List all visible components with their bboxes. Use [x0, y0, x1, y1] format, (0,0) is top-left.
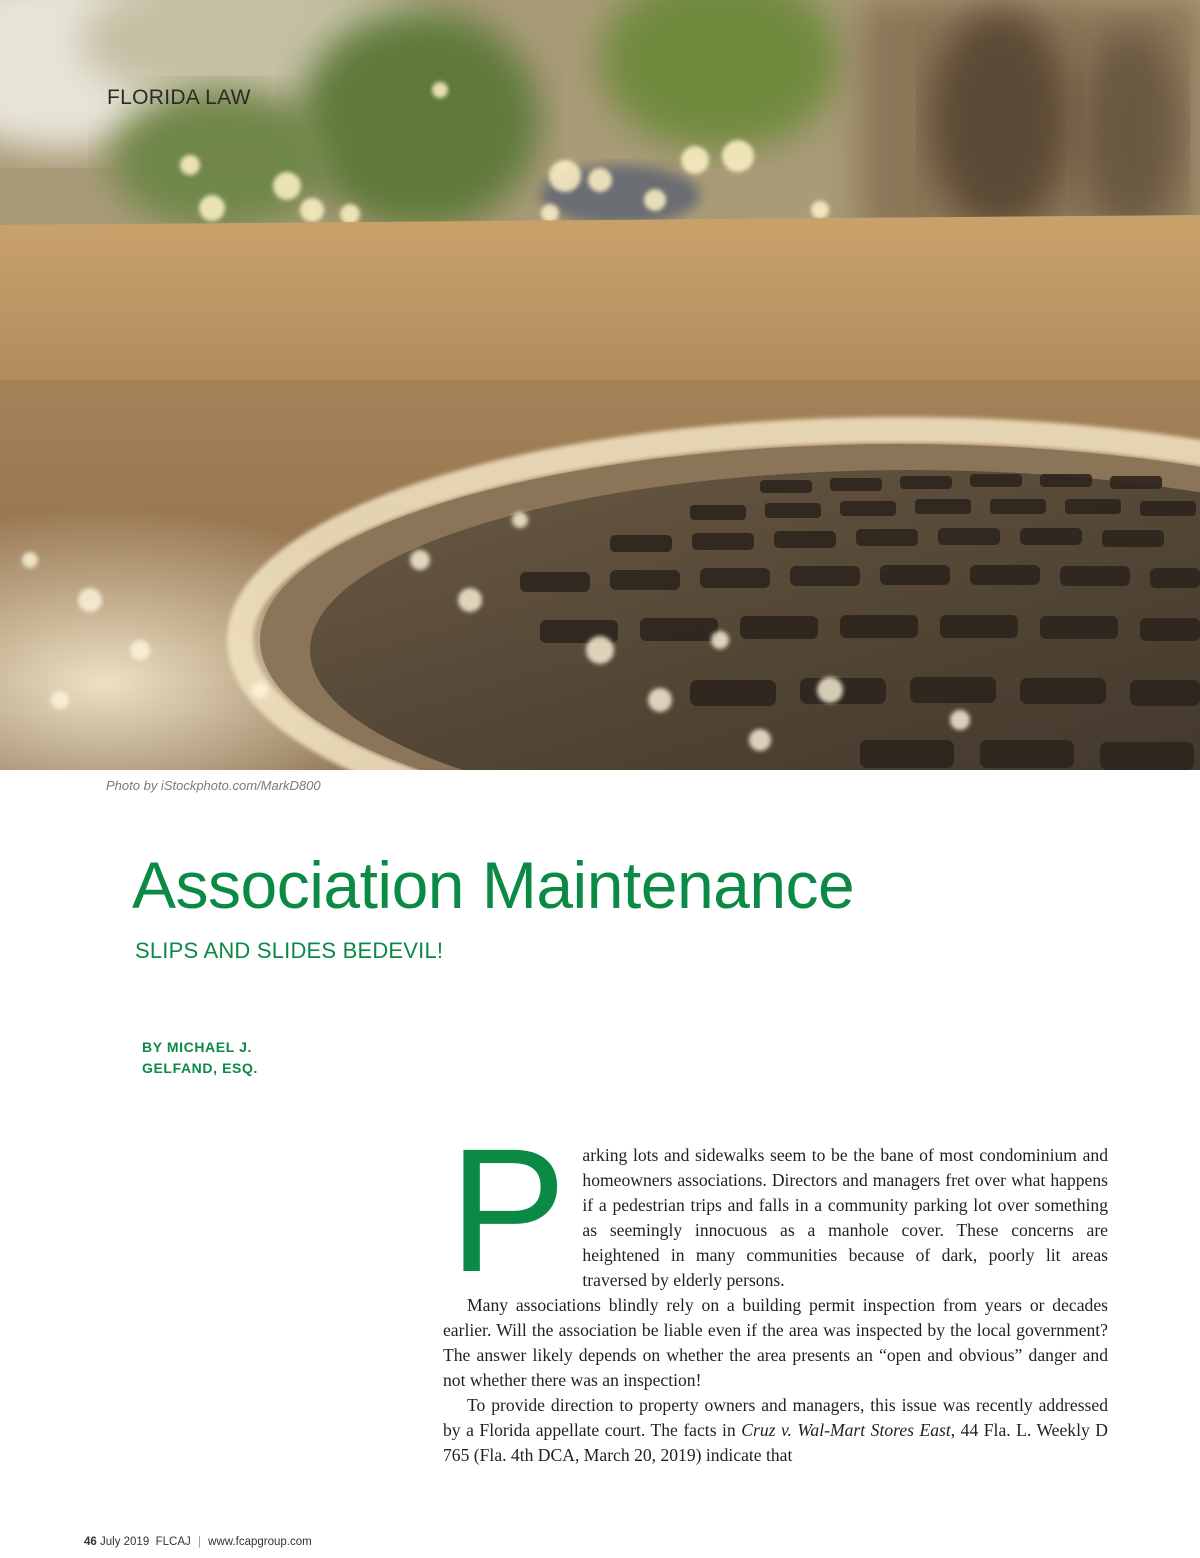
photo-credit: Photo by iStockphoto.com/MarkD800	[106, 778, 321, 793]
drop-cap: P	[449, 1113, 567, 1309]
byline-line-1: BY MICHAEL J.	[142, 1039, 252, 1055]
paragraph-1-text: arking lots and sidewalks seem to be the bane of most condominium and homeowners associations. Directors and managers fret over what happens if a pedestrian trips and falls in a community parking lot over something as seemingly innocuous as a manhole cover. These concerns are heightened in many communities because of dark, poorly lit areas traversed by elderly persons.	[582, 1145, 1108, 1290]
hero-photo	[0, 0, 1200, 770]
article-body	[443, 1113, 1108, 1468]
paragraph-3-end: , 44 Fla. L. Weekly D 765 (Fla. 4th DCA, March 20, 2019) indicate that	[443, 1420, 1108, 1465]
article-subtitle: SLIPS AND SLIDES BEDEVIL!	[135, 938, 444, 963]
website-link[interactable]: www.fcapgroup.com	[208, 1536, 312, 1548]
section-tag: FLORIDA LAW	[107, 86, 251, 109]
case-name: Cruz v. Wal-Mart Stores East	[741, 1420, 951, 1440]
byline-line-2: GELFAND, ESQ.	[142, 1060, 258, 1076]
paragraph-3-start: To provide direction to property owners and managers, this issue was recently addressed by a Florida appellate court. The facts in	[443, 1395, 1108, 1440]
issue-label: July 2019 FLCAJ	[100, 1536, 191, 1548]
page-number: 46	[84, 1536, 97, 1548]
paragraph-1	[443, 1113, 1108, 1309]
paragraph-3	[443, 1393, 1108, 1468]
page-footer	[84, 1536, 312, 1548]
article-title: Association Maintenance	[132, 848, 855, 922]
manhole-cover-photo	[0, 0, 1200, 770]
paragraph-2: Many associations blindly rely on a building permit inspection from years or decades earlier. Will the association be liable even if the area was inspected by the local government? The answer likely depends on whether the area presents an “open and obvious” danger and not whether there was an inspection!	[443, 1295, 1108, 1390]
footer-separator: |	[197, 1536, 201, 1548]
byline	[142, 1037, 342, 1079]
